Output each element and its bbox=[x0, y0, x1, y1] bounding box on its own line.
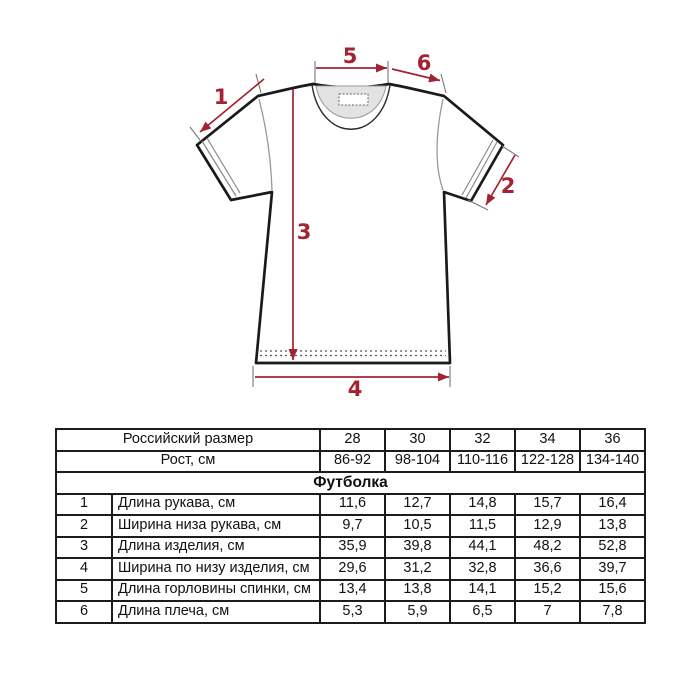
dimension-label-3: 3 bbox=[296, 220, 312, 244]
measure-value: 14,8 bbox=[450, 494, 515, 516]
section-title: Футболка bbox=[56, 472, 645, 494]
measure-value: 39,8 bbox=[385, 537, 450, 559]
measure-value: 12,7 bbox=[385, 494, 450, 516]
neck-label-tag bbox=[339, 94, 368, 105]
measure-value: 16,4 bbox=[580, 494, 645, 516]
size-value: 30 bbox=[385, 429, 450, 451]
size-value: 28 bbox=[320, 429, 385, 451]
measure-value: 9,7 bbox=[320, 515, 385, 537]
measure-value: 7 bbox=[515, 601, 580, 623]
size-value: 34 bbox=[515, 429, 580, 451]
measure-value: 15,6 bbox=[580, 580, 645, 602]
measure-value: 48,2 bbox=[515, 537, 580, 559]
measure-row bbox=[56, 537, 645, 559]
measure-value: 52,8 bbox=[580, 537, 645, 559]
measure-value: 36,6 bbox=[515, 558, 580, 580]
row-number: 2 bbox=[56, 515, 112, 537]
row-param: Длина рукава, см bbox=[112, 494, 320, 516]
measure-value: 13,8 bbox=[580, 515, 645, 537]
tshirt-outline bbox=[197, 84, 503, 363]
measure-value: 13,8 bbox=[385, 580, 450, 602]
size-header-row bbox=[56, 429, 645, 451]
measure-value: 14,1 bbox=[450, 580, 515, 602]
row-param: Ширина по низу изделия, см bbox=[112, 558, 320, 580]
dimension-label-4: 4 bbox=[347, 377, 363, 401]
measure-value: 15,7 bbox=[515, 494, 580, 516]
measure-value: 31,2 bbox=[385, 558, 450, 580]
size-value: 32 bbox=[450, 429, 515, 451]
measure-value: 39,7 bbox=[580, 558, 645, 580]
measure-row bbox=[56, 515, 645, 537]
measure-value: 13,4 bbox=[320, 580, 385, 602]
row-number: 3 bbox=[56, 537, 112, 559]
row-param: Ширина низа рукава, см bbox=[112, 515, 320, 537]
dimension-label-1: 1 bbox=[213, 85, 229, 109]
height-label: Рост, см bbox=[56, 451, 320, 473]
measure-value: 6,5 bbox=[450, 601, 515, 623]
measure-value: 5,9 bbox=[385, 601, 450, 623]
measure-value: 11,6 bbox=[320, 494, 385, 516]
measure-value: 7,8 bbox=[580, 601, 645, 623]
dimension-label-2: 2 bbox=[500, 174, 516, 198]
measure-value: 12,9 bbox=[515, 515, 580, 537]
measure-value: 44,1 bbox=[450, 537, 515, 559]
size-table bbox=[55, 428, 646, 624]
size-value: 36 bbox=[580, 429, 645, 451]
measure-row bbox=[56, 558, 645, 580]
dimension-label-5: 5 bbox=[342, 44, 358, 68]
height-value: 122-128 bbox=[515, 451, 580, 473]
row-param: Длина горловины спинки, см bbox=[112, 580, 320, 602]
section-row bbox=[56, 472, 645, 494]
height-value: 86-92 bbox=[320, 451, 385, 473]
measure-row bbox=[56, 601, 645, 623]
dimension-bottom-width bbox=[253, 366, 450, 401]
row-number: 5 bbox=[56, 580, 112, 602]
height-value: 134-140 bbox=[580, 451, 645, 473]
height-row bbox=[56, 451, 645, 473]
measure-row bbox=[56, 580, 645, 602]
measure-value: 35,9 bbox=[320, 537, 385, 559]
height-value: 110-116 bbox=[450, 451, 515, 473]
measure-value: 5,3 bbox=[320, 601, 385, 623]
dimension-neck-width bbox=[315, 44, 388, 83]
measure-value: 10,5 bbox=[385, 515, 450, 537]
measure-row bbox=[56, 494, 645, 516]
height-value: 98-104 bbox=[385, 451, 450, 473]
measure-value: 32,8 bbox=[450, 558, 515, 580]
row-param: Длина изделия, см bbox=[112, 537, 320, 559]
row-param: Длина плеча, см bbox=[112, 601, 320, 623]
dimension-label-6: 6 bbox=[416, 51, 432, 75]
row-number: 1 bbox=[56, 494, 112, 516]
row-number: 6 bbox=[56, 601, 112, 623]
measure-value: 11,5 bbox=[450, 515, 515, 537]
measure-value: 15,2 bbox=[515, 580, 580, 602]
size-header-label: Российский размер bbox=[56, 429, 320, 451]
measure-value: 29,6 bbox=[320, 558, 385, 580]
row-number: 4 bbox=[56, 558, 112, 580]
